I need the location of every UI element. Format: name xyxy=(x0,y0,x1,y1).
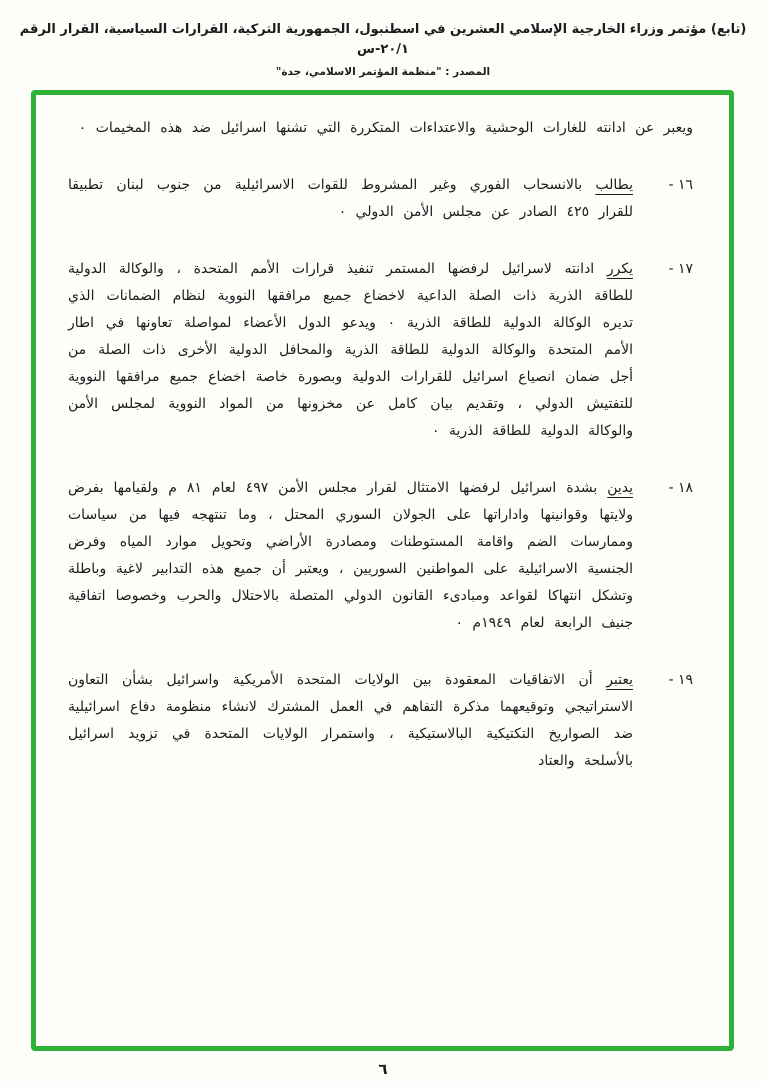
item-number: ١٩ - xyxy=(668,672,693,688)
item-body-text: بالانسحاب الفوري وغير المشروط للقوات الاسرائيلية من جنوب لبنان تطبيقا للقرار ٤٢٥ الصادر عن مجلس الأمن الدولي ٠ xyxy=(68,177,633,220)
item-body-text: ادانته لاسرائيل لرفضها المستمر تنفيذ قرارات الأمم المتحدة ، والوكالة الدولية للطاقة الذرية ذات الصلة الداعية لاخضاع جميع مرافقها النووية لنظام الضمانات الذي تديره الوكالة الدولية للطاقة الذرية ٠ ويدعو الدول الأعضاء لمواصلة تعاونها في اطار الأمم المتحدة والوكالة الدولية للطاقة الذرية والمحافل الدولية الأخرى ذات الصلة من أجل ضمان انصياع اسرائيل للقرارات الدولية وبصورة خاصة اخضاع جميع مرافقها النووية للتفتيش الدولي ، وتقديم بيان كامل عن مخزونها من المواد النووية لمجلس الأمن والوكالة الدولية للطاقة الذرية ٠ xyxy=(68,261,633,439)
item-body-text: بشدة اسرائيل لرفضها الامتثال لقرار مجلس الأمن ٤٩٧ لعام ٨١ م ولقيامها بفرض ولايتها وقوانينها واداراتها على الجولان السوري المحتل ، وما تنتهجه فيها من سياسات وممارسات الضم واقامة المستوطنات ومصادرة الأراضي وتحويل موارد المياه وفرض الجنسية الاسرائيلية على المواطنين السوريين ، ويعتبر أن جميع هذه التدابير لاغية وباطلة وتشكل انتهاكا لقواعد ومبادىء القانون الدولي المتصلة بالاحتلال والحرب وخصوصا اتفاقية جنيف الرابعة لعام ١٩٤٩م ٠ xyxy=(68,480,633,631)
resolution-item-17 xyxy=(68,256,693,445)
item-body-text: أن الاتفاقيات المعقودة بين الولايات المتحدة الأمريكية واسرائيل بشأن التعاون الاستراتيجي وتوقيعهما مذكرة التفاهم في العمل المشترك لانشاء منظومة دفاع اسرائيلية ضد الصواريخ التكتيكية البالاستيكية ، واستمرار الولايات المتحدة في تزويد اسرائيل بالأسلحة والعتاد xyxy=(68,672,633,769)
page-number: ٦ xyxy=(378,1060,388,1078)
intro-paragraph: ويعبر عن ادانته للغارات الوحشية والاعتداءات المتكررة التي تشنها اسرائيل ضد هذه المخيمات ٠ xyxy=(78,120,693,136)
item-lead-word: يكرر xyxy=(606,261,634,277)
item-number: ١٧ - xyxy=(668,261,693,277)
document-header xyxy=(0,0,766,78)
resolution-item-19 xyxy=(68,667,693,775)
item-paragraph xyxy=(68,172,633,226)
document-source: المصدر : "منظمة المؤتمر الاسلامي، جدة" xyxy=(275,66,491,78)
item-number: ١٦ - xyxy=(668,177,693,193)
item-paragraph xyxy=(68,667,633,775)
item-number: ١٨ - xyxy=(668,480,693,496)
resolution-item-18 xyxy=(68,475,693,637)
item-lead-word: يعتبر xyxy=(606,672,634,688)
item-paragraph xyxy=(68,475,633,637)
highlight-border-box xyxy=(31,90,734,1051)
item-lead-word: يطالب xyxy=(595,177,634,193)
item-paragraph xyxy=(68,256,633,445)
resolution-item-16 xyxy=(68,172,693,226)
item-lead-word: يدين xyxy=(607,480,634,496)
document-title: (تابع) مؤتمر وزراء الخارجية الإسلامي العشرين في اسطنبول، الجمهورية التركية، القرارات السياسية، القرار الرقم ٢٠/١-س xyxy=(19,22,747,57)
